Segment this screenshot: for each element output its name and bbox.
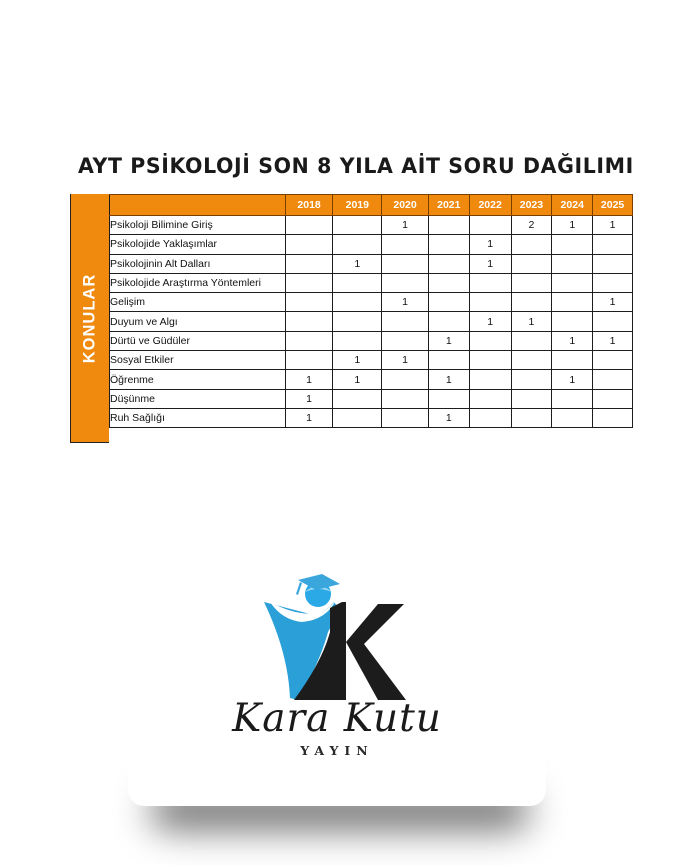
count-cell-2020 xyxy=(382,370,429,389)
count-cell-2020: 1 xyxy=(382,293,429,312)
count-cell-2018 xyxy=(285,235,333,254)
count-cell-2018 xyxy=(285,312,333,331)
count-cell-2022 xyxy=(469,370,511,389)
header-year-2021: 2021 xyxy=(428,195,469,216)
count-cell-2021 xyxy=(428,235,469,254)
count-cell-2025: 1 xyxy=(593,293,633,312)
count-cell-2018: 1 xyxy=(285,370,333,389)
count-cell-2020 xyxy=(382,273,429,292)
table-row xyxy=(110,235,633,254)
distribution-grid xyxy=(109,194,633,428)
header-year-2023: 2023 xyxy=(511,195,552,216)
count-cell-2019 xyxy=(333,312,382,331)
header-row xyxy=(110,195,633,216)
count-cell-2025: 1 xyxy=(593,216,633,235)
count-cell-2020 xyxy=(382,408,429,427)
count-cell-2023 xyxy=(511,273,552,292)
topic-cell: Ruh Sağlığı xyxy=(110,408,286,427)
publisher-logo-card xyxy=(128,500,546,806)
count-cell-2023 xyxy=(511,254,552,273)
count-cell-2021: 1 xyxy=(428,331,469,350)
header-year-2019: 2019 xyxy=(333,195,382,216)
count-cell-2020 xyxy=(382,312,429,331)
count-cell-2023 xyxy=(511,293,552,312)
table-row xyxy=(110,273,633,292)
count-cell-2018 xyxy=(285,216,333,235)
topic-cell: Öğrenme xyxy=(110,370,286,389)
header-topic-cell xyxy=(110,195,286,216)
count-cell-2020 xyxy=(382,331,429,350)
count-cell-2023 xyxy=(511,370,552,389)
count-cell-2024: 1 xyxy=(552,370,593,389)
count-cell-2021: 1 xyxy=(428,408,469,427)
count-cell-2021: 1 xyxy=(428,370,469,389)
count-cell-2022 xyxy=(469,273,511,292)
table-row xyxy=(110,312,633,331)
topic-cell: Psikolojide Yaklaşımlar xyxy=(110,235,286,254)
brand-name: Kara Kutu xyxy=(232,696,442,741)
topic-cell: Düşünme xyxy=(110,389,286,408)
table-row xyxy=(110,293,633,312)
table-row xyxy=(110,351,633,370)
count-cell-2024 xyxy=(552,235,593,254)
count-cell-2021 xyxy=(428,216,469,235)
header-year-2020: 2020 xyxy=(382,195,429,216)
count-cell-2022 xyxy=(469,331,511,350)
count-cell-2018 xyxy=(285,254,333,273)
count-cell-2021 xyxy=(428,293,469,312)
count-cell-2024 xyxy=(552,351,593,370)
count-cell-2021 xyxy=(428,351,469,370)
header-year-2024: 2024 xyxy=(552,195,593,216)
count-cell-2024: 1 xyxy=(552,216,593,235)
topic-cell: Dürtü ve Güdüler xyxy=(110,331,286,350)
table-row xyxy=(110,389,633,408)
count-cell-2020 xyxy=(382,254,429,273)
count-cell-2023 xyxy=(511,331,552,350)
count-cell-2019 xyxy=(333,273,382,292)
count-cell-2023 xyxy=(511,408,552,427)
count-cell-2022: 1 xyxy=(469,254,511,273)
count-cell-2019 xyxy=(333,293,382,312)
header-year-2022: 2022 xyxy=(469,195,511,216)
count-cell-2025 xyxy=(593,389,633,408)
table-row xyxy=(110,408,633,427)
count-cell-2022 xyxy=(469,293,511,312)
count-cell-2018 xyxy=(285,351,333,370)
count-cell-2021 xyxy=(428,273,469,292)
count-cell-2023 xyxy=(511,235,552,254)
table-row xyxy=(110,331,633,350)
count-cell-2023 xyxy=(511,351,552,370)
page-title: AYT PSİKOLOJİ SON 8 YILA AİT SORU DAĞILIMI xyxy=(78,153,634,179)
count-cell-2018 xyxy=(285,331,333,350)
topic-cell: Psikolojinin Alt Dalları xyxy=(110,254,286,273)
header-year-2018: 2018 xyxy=(285,195,333,216)
count-cell-2025 xyxy=(593,312,633,331)
table-row xyxy=(110,216,633,235)
count-cell-2021 xyxy=(428,312,469,331)
side-label-konular xyxy=(70,194,109,443)
count-cell-2023 xyxy=(511,389,552,408)
count-cell-2019 xyxy=(333,216,382,235)
topic-cell: Psikolojide Araştırma Yöntemleri xyxy=(110,273,286,292)
count-cell-2021 xyxy=(428,389,469,408)
question-distribution-table xyxy=(70,194,633,443)
count-cell-2020: 1 xyxy=(382,351,429,370)
count-cell-2024 xyxy=(552,408,593,427)
count-cell-2025 xyxy=(593,273,633,292)
count-cell-2019: 1 xyxy=(333,370,382,389)
count-cell-2018: 1 xyxy=(285,408,333,427)
count-cell-2019: 1 xyxy=(333,254,382,273)
count-cell-2019 xyxy=(333,331,382,350)
count-cell-2020 xyxy=(382,235,429,254)
count-cell-2025 xyxy=(593,370,633,389)
count-cell-2022: 1 xyxy=(469,235,511,254)
count-cell-2025 xyxy=(593,235,633,254)
count-cell-2025 xyxy=(593,351,633,370)
count-cell-2018 xyxy=(285,273,333,292)
topic-cell: Sosyal Etkiler xyxy=(110,351,286,370)
count-cell-2022 xyxy=(469,216,511,235)
count-cell-2025 xyxy=(593,408,633,427)
count-cell-2021 xyxy=(428,254,469,273)
count-cell-2023: 1 xyxy=(511,312,552,331)
count-cell-2018 xyxy=(285,293,333,312)
count-cell-2019 xyxy=(333,389,382,408)
count-cell-2020: 1 xyxy=(382,216,429,235)
count-cell-2018: 1 xyxy=(285,389,333,408)
topic-cell: Gelişim xyxy=(110,293,286,312)
count-cell-2024 xyxy=(552,312,593,331)
count-cell-2024 xyxy=(552,254,593,273)
table-row xyxy=(110,254,633,273)
count-cell-2019: 1 xyxy=(333,351,382,370)
header-year-2025: 2025 xyxy=(593,195,633,216)
count-cell-2019 xyxy=(333,408,382,427)
count-cell-2022 xyxy=(469,389,511,408)
count-cell-2024 xyxy=(552,273,593,292)
brand-subtitle: YAYIN xyxy=(300,743,374,758)
topic-cell: Duyum ve Algı xyxy=(110,312,286,331)
count-cell-2022 xyxy=(469,351,511,370)
count-cell-2022: 1 xyxy=(469,312,511,331)
count-cell-2024 xyxy=(552,389,593,408)
count-cell-2022 xyxy=(469,408,511,427)
count-cell-2020 xyxy=(382,389,429,408)
count-cell-2024 xyxy=(552,293,593,312)
count-cell-2025: 1 xyxy=(593,331,633,350)
table-row xyxy=(110,370,633,389)
side-label-text: KONULAR xyxy=(80,273,99,363)
graduate-figure-k-icon xyxy=(260,572,410,702)
count-cell-2023: 2 xyxy=(511,216,552,235)
topic-cell: Psikoloji Bilimine Giriş xyxy=(110,216,286,235)
count-cell-2025 xyxy=(593,254,633,273)
count-cell-2024: 1 xyxy=(552,331,593,350)
count-cell-2019 xyxy=(333,235,382,254)
